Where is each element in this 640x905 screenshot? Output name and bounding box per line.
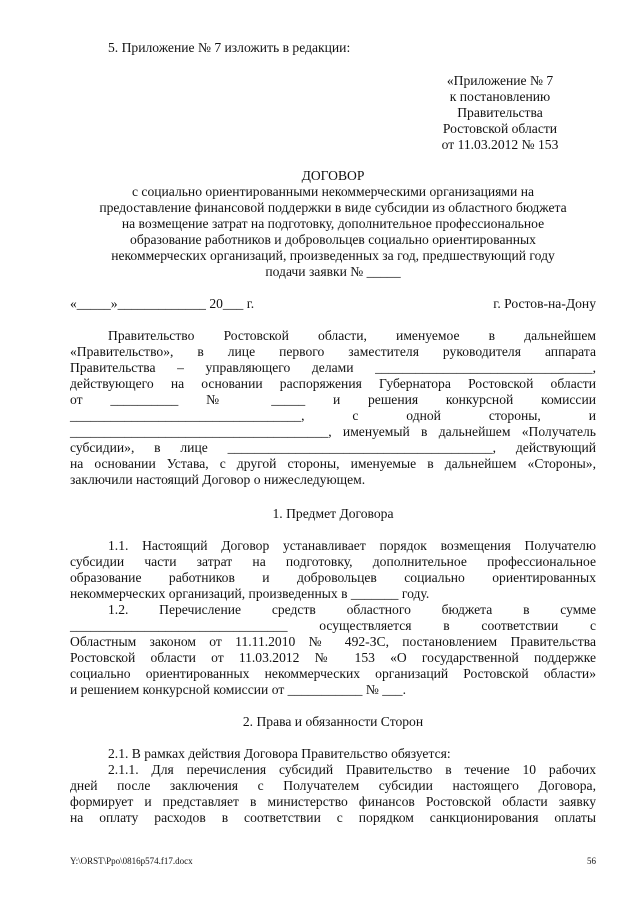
- footer-file-path: Y:\ORST\Ppo\0816p574.f17.docx: [70, 856, 193, 866]
- preamble-line: ______________________________________, именуемый в дальнейшем «Получатель: [70, 424, 596, 439]
- section-1-line: субсидии части затрат на подготовку, дополнительное профессиональное: [70, 554, 596, 569]
- section-2-line: на оплату расходов в соответствии с порядком санкционирования оплаты: [70, 810, 596, 825]
- section-1-title: 1. Предмет Договора: [272, 506, 394, 521]
- subtitle-line: подачи заявки № _____: [265, 264, 401, 279]
- section-2-line: 2.1. В рамках действия Договора Правительство обязуется:: [108, 746, 451, 761]
- subtitle-line: некоммерческих организаций, произведенных за год, предшествующий году: [111, 248, 555, 263]
- date-line: «_____»_____________ 20___ г.: [70, 296, 255, 311]
- preamble-line: действующего на основании распоряжения Губернатора Ростовской области: [70, 376, 596, 391]
- section-1-line: Областным законом от 11.11.2010 № 492-ЗС, постановлением Правительства: [70, 634, 596, 649]
- preamble-line: на основании Устава, с другой стороны, именуемые в дальнейшем «Стороны»,: [70, 456, 596, 471]
- intro-line: 5. Приложение № 7 изложить в редакции:: [108, 40, 351, 55]
- preamble-line: заключили настоящий Договор о нижеследующем.: [70, 472, 366, 487]
- section-1-line: 1.1. Настоящий Договор устанавливает порядок возмещения Получателю: [108, 538, 596, 553]
- section-1-line: Ростовской области от 11.03.2012 № 153 «О государственной поддержке: [70, 650, 596, 665]
- subtitle-line: с социально ориентированными некоммерческими организациями на: [131, 184, 535, 199]
- section-1-line: 1.2. Перечисление средств областного бюджета в сумме: [108, 602, 596, 617]
- preamble-line: __________________________________, с одной стороны, и: [70, 408, 596, 423]
- appendix-line: Ростовской области: [442, 121, 558, 136]
- appendix-line: «Приложение № 7: [446, 73, 554, 88]
- city-name: г. Ростов-на-Дону: [493, 296, 596, 311]
- subtitle-line: образование работников и добровольцев социально ориентированных: [130, 232, 536, 247]
- subtitle-line: на возмещение затрат на подготовку, дополнительное профессиональное: [121, 216, 545, 231]
- document-title: ДОГОВОР: [301, 168, 365, 183]
- section-1-line: ________________________________ осуществляется в соответствии с: [70, 618, 596, 633]
- section-1-line: образование работников и добровольцев социально ориентированных: [70, 570, 596, 585]
- appendix-line: от 11.03.2012 № 153: [441, 137, 559, 152]
- preamble-line: Правительства – управляющего делами ________________________________,: [70, 360, 596, 375]
- subtitle-line: предоставление финансовой поддержки в виде субсидии из областного бюджета: [99, 200, 567, 215]
- appendix-line: Правительства: [457, 105, 543, 120]
- section-2-line: формирует и представляет в министерство финансов Ростовской области заявку: [70, 794, 596, 809]
- preamble-line: от __________ № _____ и решения конкурсной комиссии: [70, 392, 596, 407]
- page-number: 56: [587, 856, 596, 866]
- section-1-line: некоммерческих организаций, произведенных в _______ году.: [70, 586, 430, 601]
- section-1-line: социально ориентированных некоммерческих организаций Ростовской области»: [70, 666, 596, 681]
- preamble-line: субсидии», в лице _______________________________________, действующий: [70, 440, 596, 455]
- preamble-line: «Правительство», в лице первого заместителя руководителя аппарата: [70, 344, 596, 359]
- section-2-title: 2. Права и обязанности Сторон: [242, 714, 424, 729]
- section-1-line: и решением конкурсной комиссии от ___________ № ___.: [70, 682, 406, 697]
- section-2-line: дней после заключения с Получателем субсидии настоящего Договора,: [70, 778, 596, 793]
- appendix-line: к постановлению: [449, 89, 551, 104]
- section-2-line: 2.1.1. Для перечисления субсидий Правительство в течение 10 рабочих: [108, 762, 596, 777]
- preamble-line: Правительство Ростовской области, именуемое в дальнейшем: [108, 328, 596, 343]
